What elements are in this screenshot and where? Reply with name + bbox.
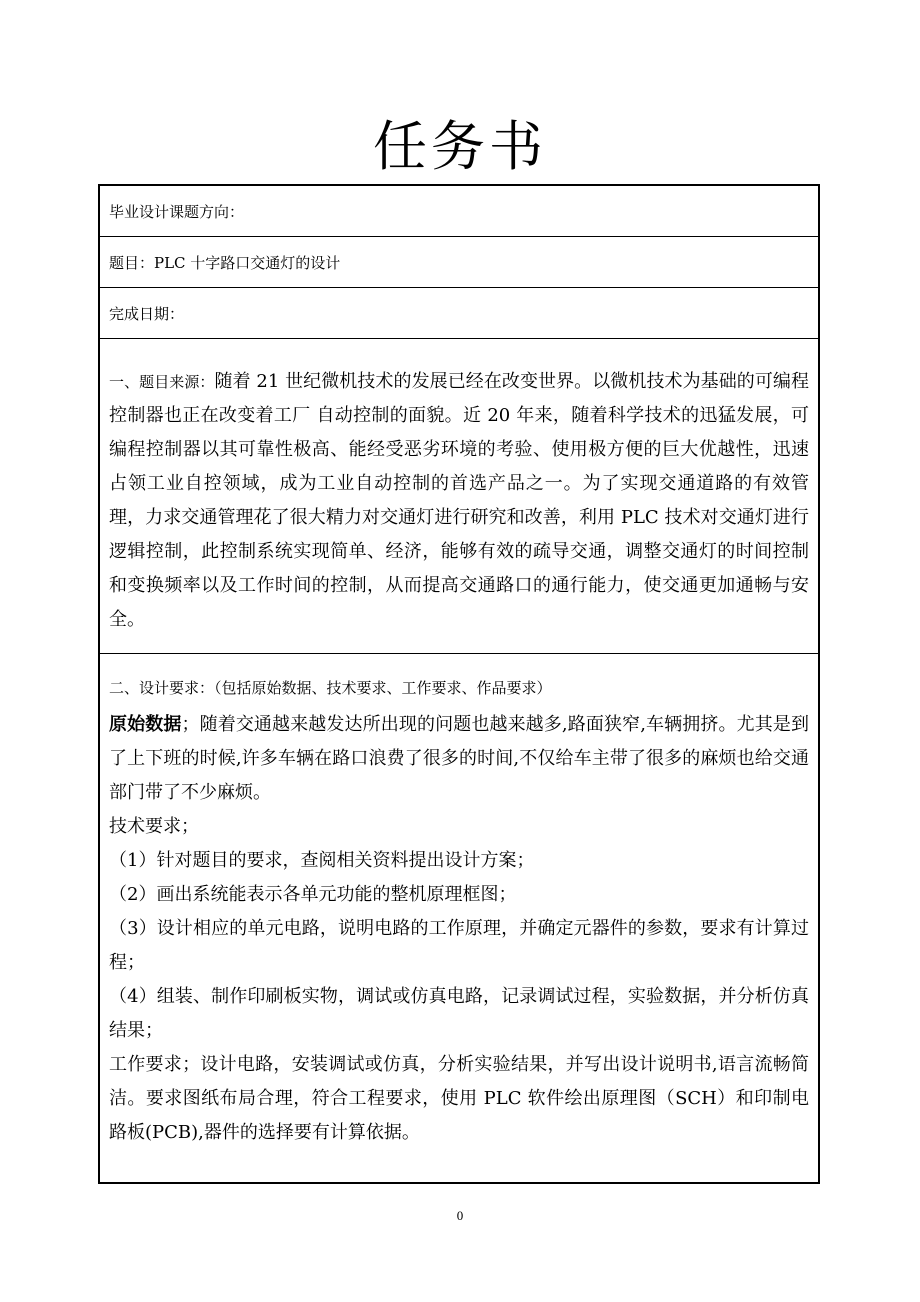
requirement-item-2: （2）画出系统能表示各单元功能的整机原理框图； (109, 884, 517, 905)
date-label: 完成日期： (109, 305, 185, 323)
direction-row (100, 186, 818, 237)
raw-data-paragraph (109, 708, 809, 810)
page-number: 0 (456, 1208, 464, 1223)
topic-source-paragraph (109, 365, 809, 637)
raw-data-lead: 原始数据 (109, 714, 182, 735)
topic-label: 题目：PLC 十字路口交通灯的设计 (109, 254, 341, 272)
topic-source-lead: 一、题目来源： (109, 373, 215, 391)
task-table (98, 184, 820, 1184)
topic-source-body: 随着 21 世纪微机技术的发展已经在改变世界。以微机技术为基础的可编程控制器也正在改变着工厂 自动控制的面貌。近 20 年来，随着科学技术的迅猛发展，可编程控制器以其可靠性极高、能经受恶劣环境的考验、使用极方便的巨大优越性，迅速占领工业自控领域，成为工业自动控制的首选产品之一。为了实现交通道路的有效管理，力求交通管理花了很大精力对交通灯进行研究和改善，利用 PLC 技术对交通灯进行逻辑控制，此控制系统实现简单、经济，能够有效的疏导交通，调整交通灯的时间控制和变换频率以及工作时间的控制，从而提高交通路口的通行能力，使交通更加通畅与安全。 (109, 371, 809, 630)
topic-source-section (100, 339, 818, 654)
tech-requirements-heading: 技术要求； (109, 816, 199, 837)
work-requirements-paragraph: 工作要求；设计电路，安装调试或仿真，分析实验结果，并写出设计说明书,语言流畅简洁。要求图纸布局合理，符合工程要求，使用 PLC 软件绘出原理图（SCH）和印制电路板(PCB),器件的选择要有计算依据。 (109, 1054, 809, 1143)
requirement-item-3: （3）设计相应的单元电路，说明电路的工作原理，并确定元器件的参数，要求有计算过程； (109, 918, 809, 973)
topic-row (100, 237, 818, 288)
document-title: 任务书 (373, 115, 547, 178)
requirement-item-4: （4）组装、制作印刷板实物，调试或仿真电路，记录调试过程，实验数据，并分析仿真结果； (109, 986, 809, 1041)
raw-data-body: ；随着交通越来越发达所出现的问题也越来越多,路面狭窄,车辆拥挤。尤其是到了上下班的时候,许多车辆在路口浪费了很多的时间,不仅给车主带了很多的麻烦也给交通部门带了不少麻烦。 (109, 714, 809, 803)
requirement-item-1: （1）针对题目的要求，查阅相关资料提出设计方案； (109, 850, 535, 871)
direction-label: 毕业设计课题方向： (109, 203, 245, 221)
date-row (100, 288, 818, 339)
design-requirements-heading: 二、设计要求：（包括原始数据、技术要求、工作要求、作品要求） (109, 679, 552, 697)
design-requirements-section (100, 654, 818, 1182)
